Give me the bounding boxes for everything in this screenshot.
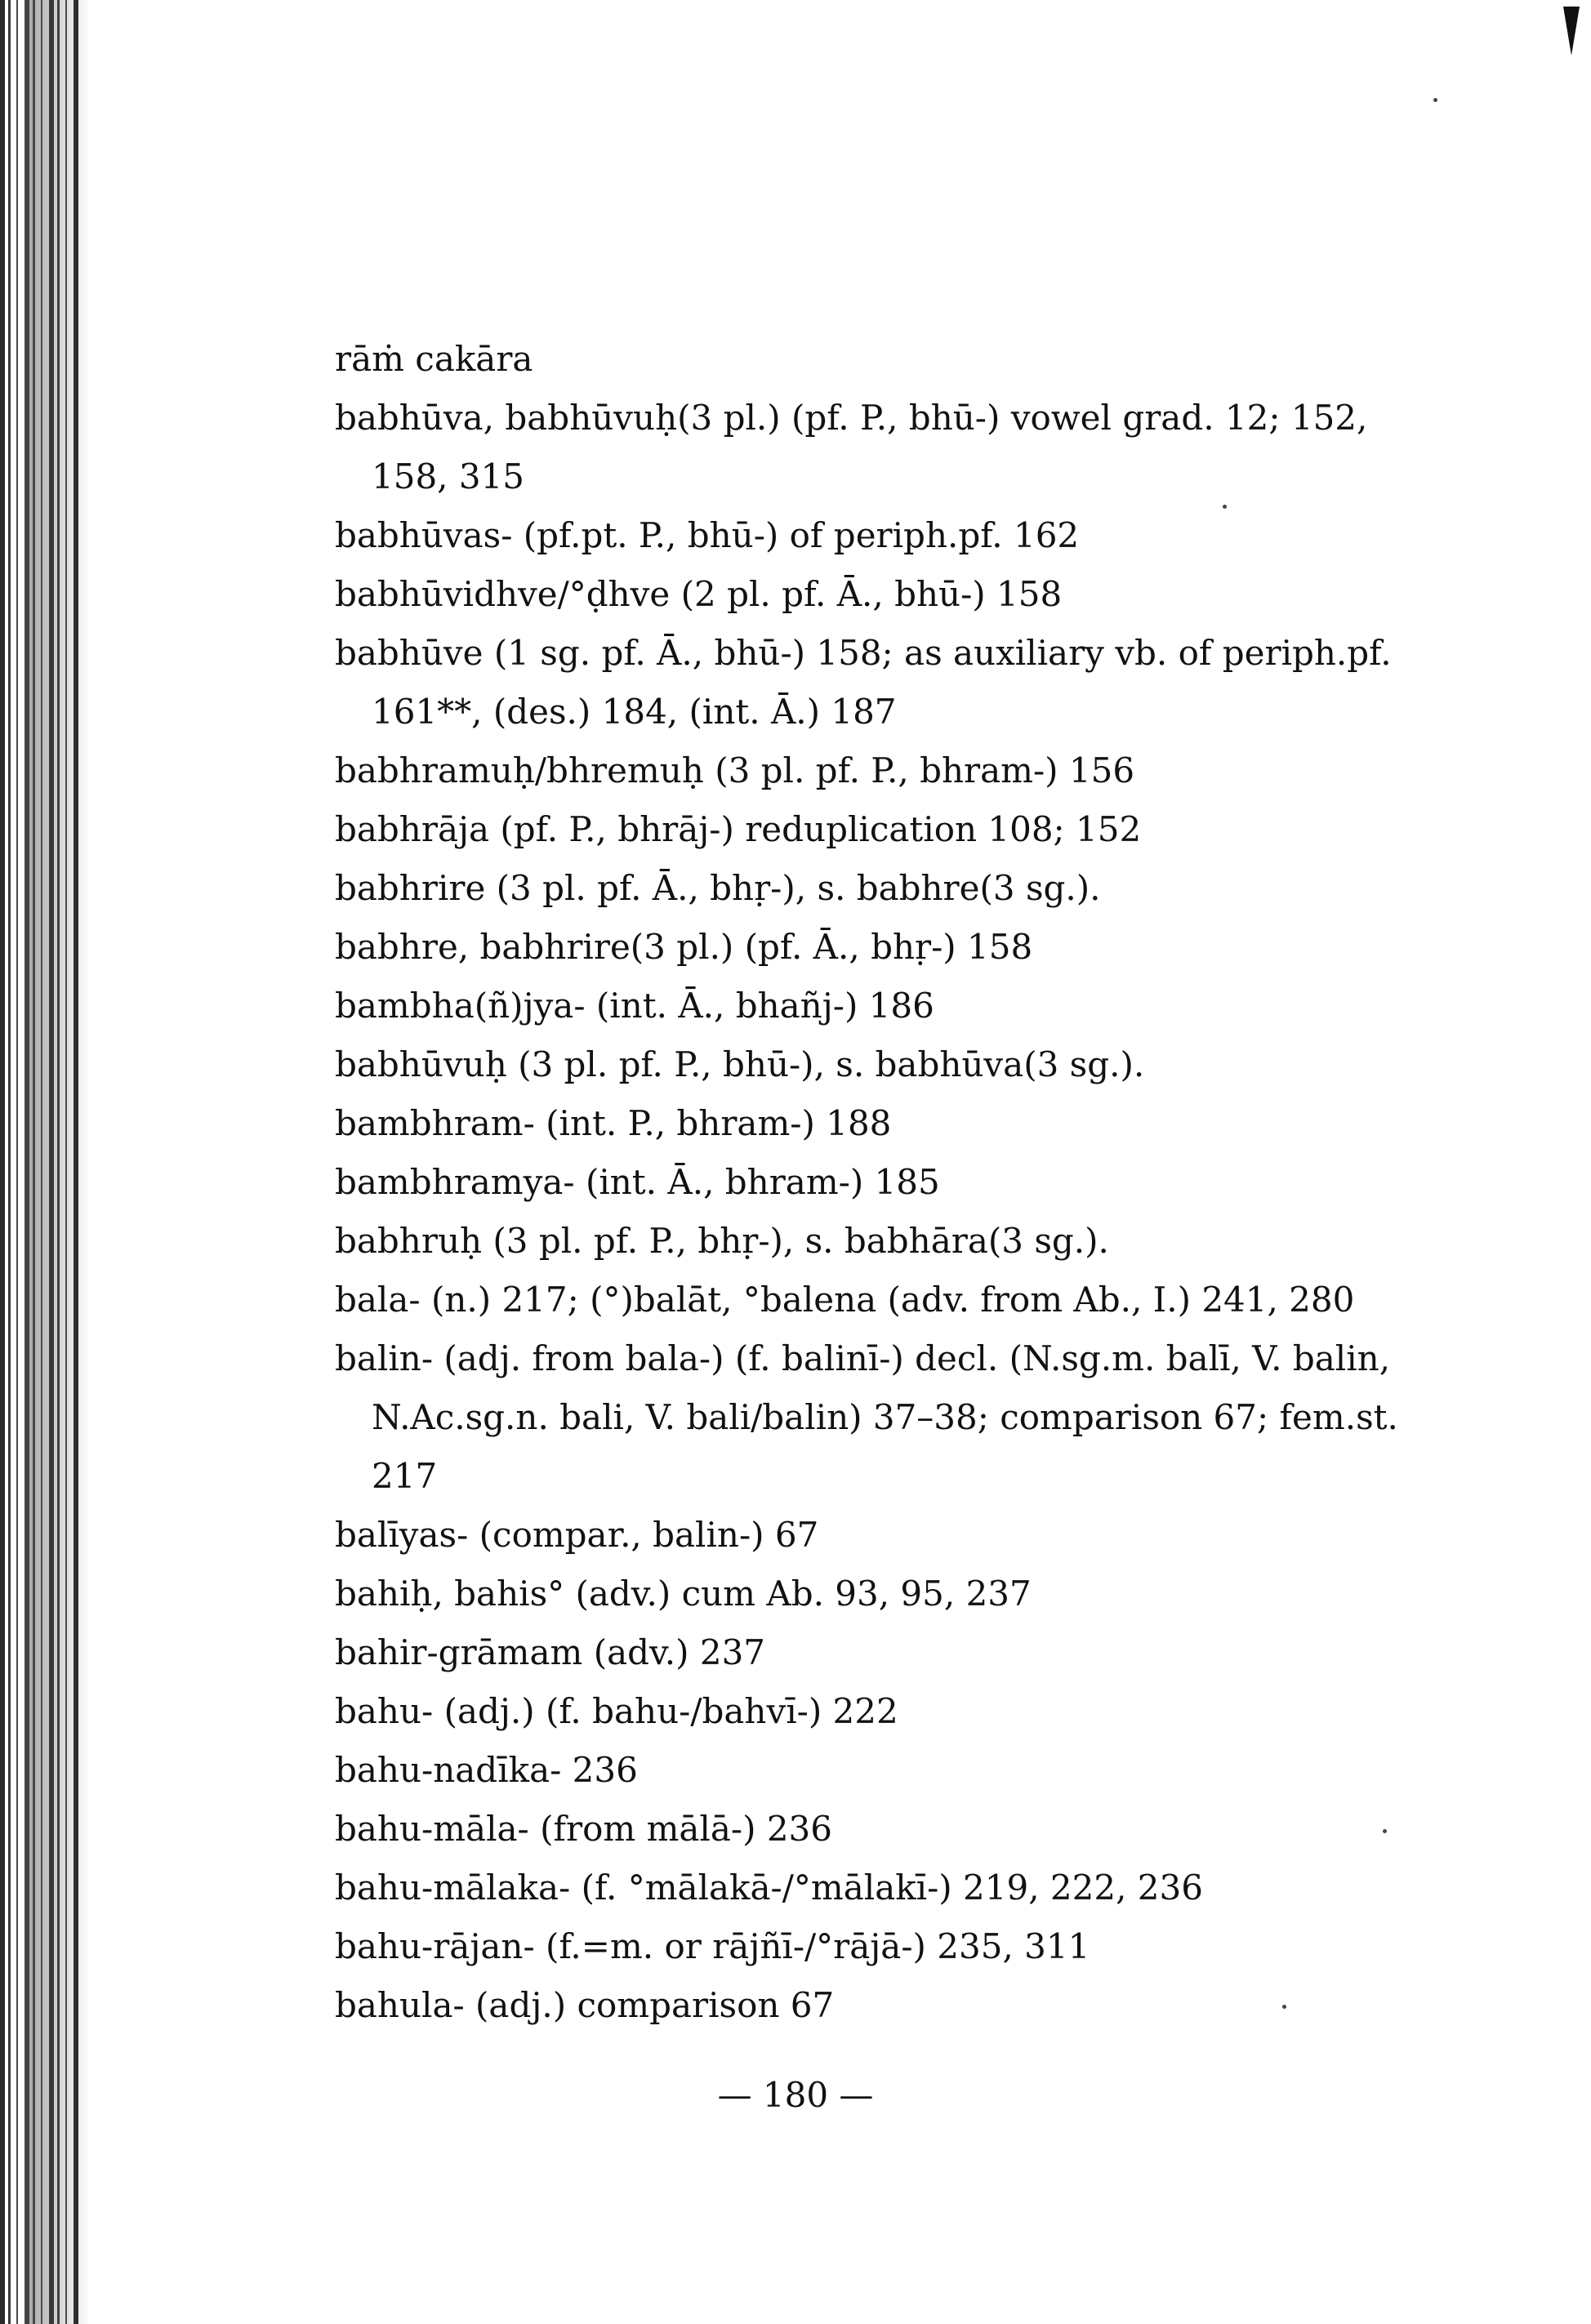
index-entry: babhūve (1 sg. pf. Ā., bhū-) 158; as auxiliary vb. of periph.pf. 161**, (des.) 184, (int. Ā.) 187 bbox=[335, 633, 1392, 732]
index-entry: bahiḥ, bahis° (adv.) cum Ab. 93, 95, 237 bbox=[335, 1574, 1032, 1614]
index-entry: babhūvuḥ (3 pl. pf. P., bhū-), s. babhūva(3 sg.). bbox=[335, 1044, 1145, 1084]
index-entry: bambhram- (int. P., bhram-) 188 bbox=[335, 1103, 892, 1143]
index-entry: babhūvas- (pf.pt. P., bhū-) of periph.pf. 162 bbox=[335, 515, 1080, 555]
page-number: — 180 — bbox=[717, 2075, 874, 2115]
index-entry: babhrāja (pf. P., bhrāj-) reduplication 108; 152 bbox=[335, 809, 1142, 849]
index-entry: babhūvidhve/°ḍhve (2 pl. pf. Ā., bhū-) 158 bbox=[335, 574, 1063, 614]
index-entry: balin- (adj. from bala-) (f. balinī-) decl. (N.sg.m. balī, V. balin, N.Ac.sg.n. bali, V. bali/balin) 37–38; comparison 67; fem.st. 217 bbox=[335, 1338, 1398, 1496]
index-entry: babhre, babhrire(3 pl.) (pf. Ā., bhṛ-) 158 bbox=[335, 927, 1033, 967]
index-entry-list bbox=[335, 330, 1421, 2035]
index-entry: bala- (n.) 217; (°)balāt, °balena (adv. from Ab., I.) 241, 280 bbox=[335, 1280, 1355, 1320]
index-entry: balīyas- (compar., balin-) 67 bbox=[335, 1515, 819, 1555]
index-entry: bahula- (adj.) comparison 67 bbox=[335, 1985, 835, 2025]
index-entry: babhūva, babhūvuḥ(3 pl.) (pf. P., bhū-) vowel grad. 12; 152, 158, 315 bbox=[335, 398, 1368, 496]
index-entry: bahir-grāmam (adv.) 237 bbox=[335, 1632, 766, 1672]
index-entry: bahu- (adj.) (f. bahu-/bahvī-) 222 bbox=[335, 1691, 898, 1731]
index-entry: bambha(ñ)jya- (int. Ā., bhañj-) 186 bbox=[335, 986, 934, 1026]
index-entry: bambhramya- (int. Ā., bhram-) 185 bbox=[335, 1162, 940, 1202]
scan-corner-mark bbox=[1563, 7, 1580, 56]
index-entry: bahu-māla- (from mālā-) 236 bbox=[335, 1809, 832, 1849]
index-entry: babhrire (3 pl. pf. Ā., bhṛ-), s. babhre(3 sg.). bbox=[335, 868, 1101, 908]
index-entry: babhruḥ (3 pl. pf. P., bhṛ-), s. babhāra(3 sg.). bbox=[335, 1221, 1109, 1261]
scan-binding-shadow bbox=[25, 0, 90, 2324]
index-entry: bahu-nadīka- 236 bbox=[335, 1750, 638, 1790]
scan-speck bbox=[1433, 98, 1437, 102]
index-entry: babhramuḥ/bhremuḥ (3 pl. pf. P., bhram-) 156 bbox=[335, 750, 1135, 790]
index-entry: rāṁ cakāra bbox=[335, 339, 533, 379]
index-entry: bahu-rājan- (f.=m. or rājñī-/°rājā-) 235, 311 bbox=[335, 1926, 1090, 1966]
index-entry: bahu-mālaka- (f. °mālakā-/°mālakī-) 219, 222, 236 bbox=[335, 1868, 1203, 1908]
